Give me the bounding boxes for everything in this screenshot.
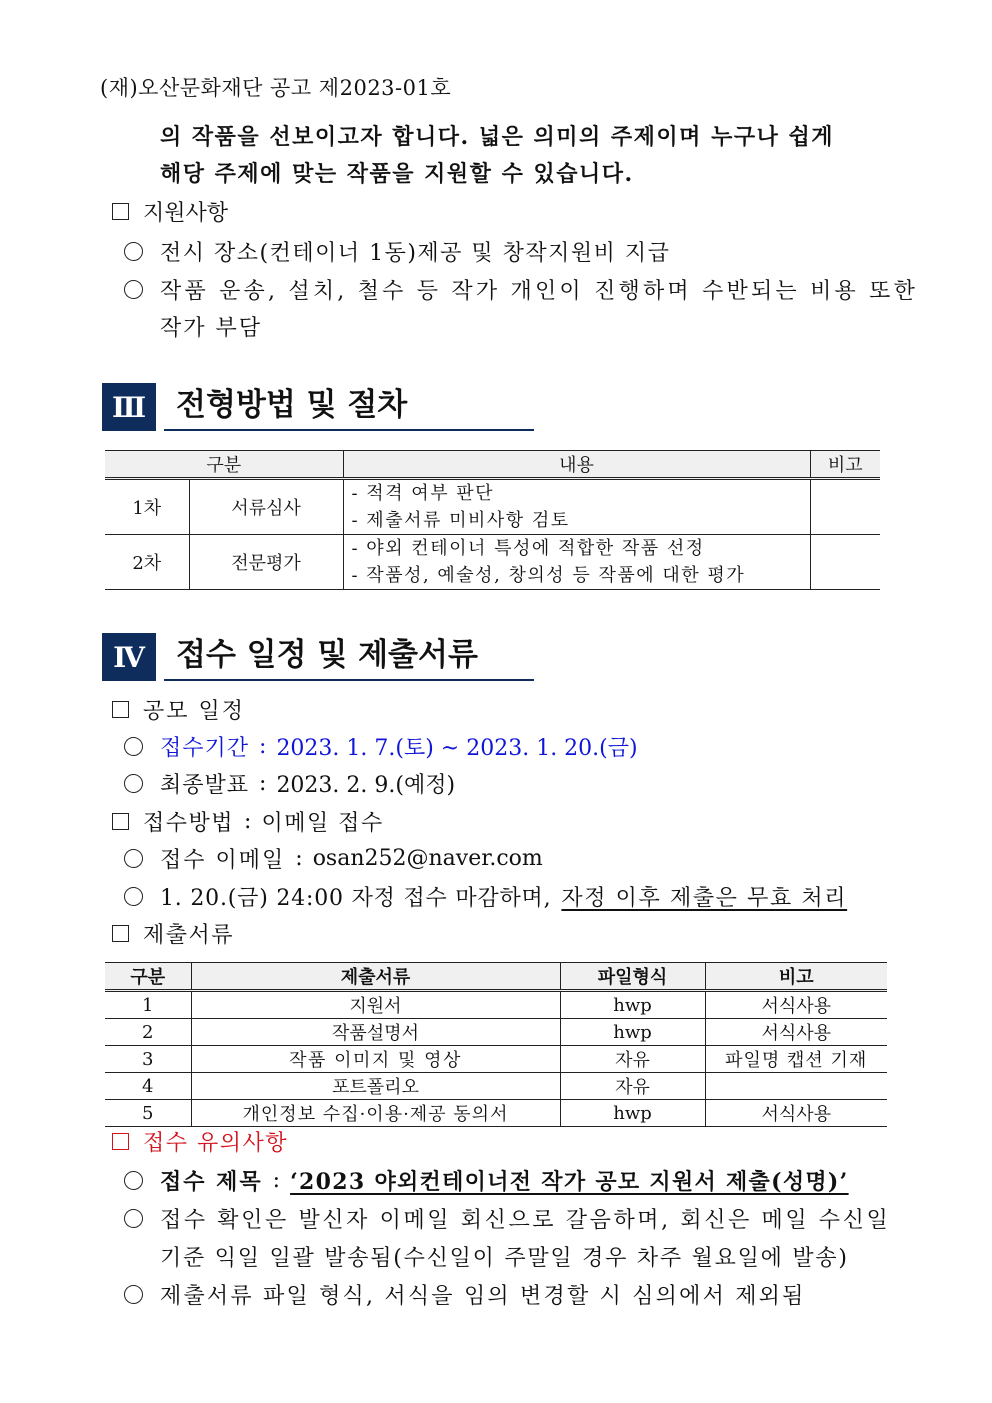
deadline-line — [124, 881, 847, 912]
content-line: - 적격 여부 판단 — [351, 483, 495, 504]
announce-label: 최종발표 — [160, 773, 250, 798]
table-row — [105, 1100, 887, 1127]
header-content: 내용 — [343, 451, 810, 479]
cell-format: hwp — [560, 1019, 705, 1046]
circle-bullet-icon — [124, 1209, 143, 1228]
circle-bullet-icon — [124, 242, 143, 261]
format-note-line — [124, 1279, 806, 1310]
section-4-header — [102, 633, 534, 681]
support-title: 지원사항 — [143, 201, 229, 226]
cell-doc: 포트폴리오 — [191, 1073, 560, 1100]
confirm-line — [124, 1203, 892, 1234]
confirm-text-1: 접수 확인은 발신자 이메일 회신으로 갈음하며, 회신은 메일 수신일 — [160, 1208, 891, 1233]
checkbox-square-icon — [112, 701, 129, 718]
notes-title: 접수 유의사항 — [143, 1131, 289, 1156]
support-item-2-text: 작품 운송, 설치, 철수 등 작가 개인이 진행하며 수반되는 비용 또한 — [160, 279, 919, 304]
intro-line-2: 해당 주제에 맞는 작품을 지원할 수 있습니다. — [160, 161, 634, 187]
section-4-number: Ⅳ — [102, 633, 156, 681]
section-4-title: 접수 일정 및 제출서류 — [164, 635, 534, 681]
cell-format: 자유 — [560, 1046, 705, 1073]
cell-no: 5 — [105, 1100, 191, 1127]
period-line — [124, 731, 638, 762]
support-item-2 — [124, 274, 919, 305]
schedule-title: 공모 일정 — [143, 699, 246, 724]
cell-note: 서식사용 — [761, 1023, 832, 1044]
circle-bullet-icon — [124, 1171, 143, 1190]
announce-value: 2023. 2. 9.(예정) — [276, 773, 456, 798]
colon: : — [272, 1168, 281, 1193]
period-value: 2023. 1. 7.(토) ~ 2023. 1. 20.(금) — [276, 736, 638, 761]
table-header-row — [105, 451, 880, 479]
docs-title: 제출서류 — [143, 923, 235, 948]
circle-bullet-icon — [124, 280, 143, 299]
table-row — [105, 479, 880, 535]
table-row — [105, 1019, 887, 1046]
checkbox-square-icon — [112, 813, 129, 830]
final-announce-line — [124, 768, 455, 799]
email-value: osan252@naver.com — [312, 846, 543, 871]
section-3-title: 전형방법 및 절차 — [164, 385, 534, 431]
row-round: 2차 — [105, 535, 189, 590]
subject-line — [124, 1165, 849, 1196]
deadline-underlined: 자정 이후 제출은 무효 처리 — [561, 886, 848, 911]
cell-note: 서식사용 — [761, 996, 832, 1017]
cell-format: hwp — [560, 1100, 705, 1127]
method-heading — [112, 806, 384, 837]
cell-no: 4 — [105, 1073, 191, 1100]
header-doc: 제출서류 — [191, 963, 560, 991]
email-label: 접수 이메일 — [160, 848, 286, 873]
docs-heading — [112, 918, 234, 949]
support-item-1-text: 전시 장소(컨테이너 1동)제공 및 창작지원비 지급 — [160, 241, 671, 266]
method-label: 접수방법 — [143, 811, 235, 836]
cell-note — [705, 1073, 887, 1100]
schedule-heading — [112, 694, 245, 725]
colon: : — [295, 846, 303, 871]
email-line — [124, 843, 543, 874]
cell-no: 1 — [105, 991, 191, 1019]
cell-format: hwp — [560, 991, 705, 1019]
content-line: - 작품성, 예술성, 창의성 등 작품에 대한 평가 — [351, 565, 746, 586]
documents-table — [105, 962, 887, 1127]
cell-doc: 작품 이미지 및 영상 — [191, 1046, 560, 1073]
intro-line-1: 의 작품을 선보이고자 합니다. 넓은 의미의 주제이며 누구나 쉽게 — [160, 124, 834, 150]
confirm-text-2: 기준 익일 일괄 발송됨(수신일이 주말일 경우 차주 월요일에 발송) — [160, 1246, 849, 1271]
checkbox-square-icon — [112, 1133, 129, 1150]
table-row — [105, 1046, 887, 1073]
support-heading — [112, 196, 228, 227]
cell-format: 자유 — [560, 1073, 705, 1100]
checkbox-square-icon — [112, 925, 129, 942]
content-line: - 야외 컨테이너 특성에 적합한 작품 선정 — [351, 538, 705, 559]
cell-no: 3 — [105, 1046, 191, 1073]
format-note-text: 제출서류 파일 형식, 서식을 임의 변경할 시 심의에서 제외됨 — [160, 1284, 806, 1309]
circle-bullet-icon — [124, 774, 143, 793]
selection-table — [105, 450, 880, 590]
circle-bullet-icon — [124, 737, 143, 756]
subject-value: ‘2023 야외컨테이너전 작가 공모 지원서 제출(성명)’ — [290, 1169, 849, 1195]
section-3-header — [102, 383, 534, 431]
colon: : — [244, 809, 252, 834]
table-header-row — [105, 963, 887, 991]
row-content — [343, 535, 810, 590]
cell-doc: 작품설명서 — [191, 1019, 560, 1046]
cell-note: 파일명 캡션 기재 — [725, 1050, 868, 1071]
subject-label: 접수 제목 — [160, 1169, 263, 1195]
table-row — [105, 535, 880, 590]
content-line: - 제출서류 미비사항 검토 — [351, 510, 570, 531]
colon: : — [259, 771, 267, 796]
row-content — [343, 479, 810, 535]
period-label: 접수기간 — [160, 736, 250, 761]
row-type: 서류심사 — [189, 479, 343, 535]
checkbox-square-icon — [112, 203, 129, 220]
header-note: 비고 — [705, 963, 887, 991]
row-type: 전문평가 — [189, 535, 343, 590]
row-round: 1차 — [105, 479, 189, 535]
table-row — [105, 991, 887, 1019]
support-item-2-cont: 작가 부담 — [160, 316, 263, 341]
cell-no: 2 — [105, 1019, 191, 1046]
circle-bullet-icon — [124, 887, 143, 906]
deadline-text: 1. 20.(금) 24:00 자정 접수 마감하며, — [160, 886, 552, 911]
cell-doc: 지원서 — [191, 991, 560, 1019]
section-3-number: Ⅲ — [102, 383, 156, 431]
circle-bullet-icon — [124, 849, 143, 868]
table-row — [105, 1073, 887, 1100]
cell-doc: 개인정보 수집·이용·제공 동의서 — [191, 1100, 560, 1127]
circle-bullet-icon — [124, 1285, 143, 1304]
header-format: 파일형식 — [560, 963, 705, 991]
notes-heading — [112, 1126, 288, 1157]
header-no: 구분 — [105, 963, 191, 991]
row-note — [810, 479, 880, 535]
announcement-number: (재)오산문화재단 공고 제2023-01호 — [100, 76, 452, 100]
cell-note: 서식사용 — [761, 1104, 832, 1125]
header-note: 비고 — [810, 451, 880, 479]
header-category: 구분 — [105, 451, 343, 479]
colon: : — [259, 734, 267, 759]
method-value: 이메일 접수 — [261, 811, 384, 836]
row-note — [810, 535, 880, 590]
support-item-1 — [124, 236, 670, 267]
